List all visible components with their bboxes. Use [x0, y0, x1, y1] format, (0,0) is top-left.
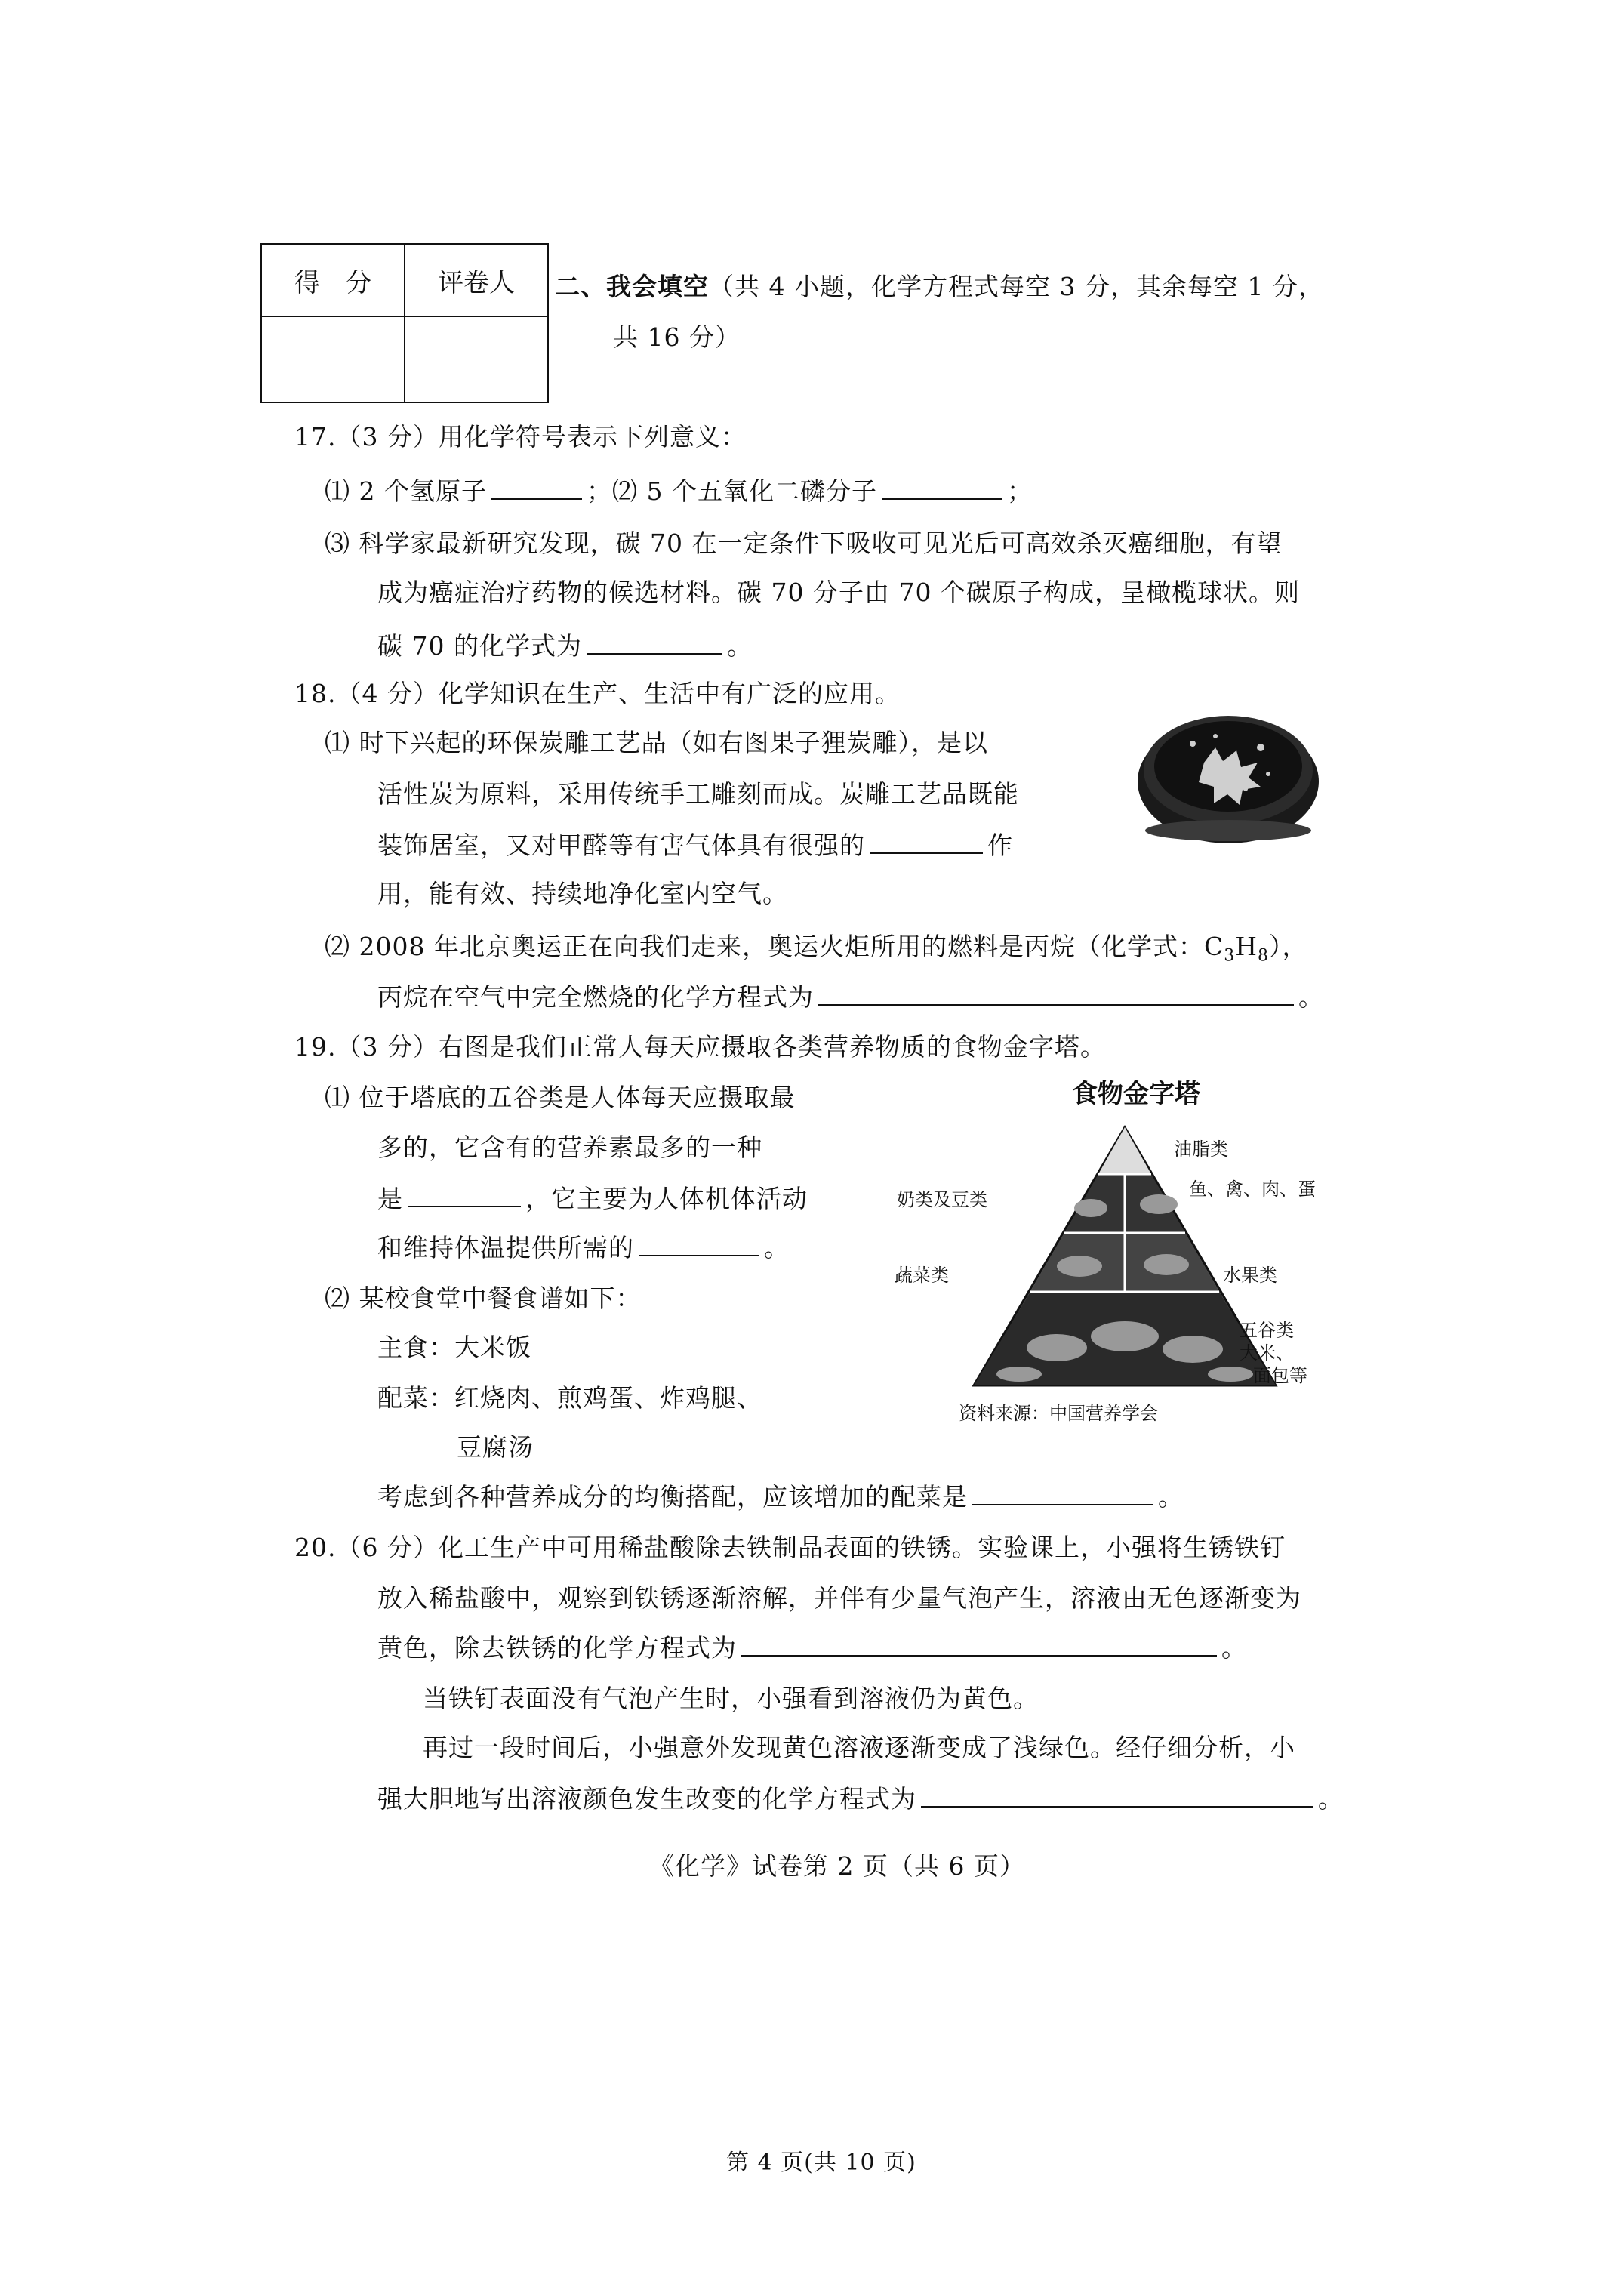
q19-part1-line1: ⑴ 位于塔底的五谷类是人体每天应摄取最 [325, 1083, 796, 1112]
label-grains-example-2: 面包等 [1253, 1365, 1307, 1386]
label-meat: 鱼、禽、肉、蛋 [1189, 1179, 1316, 1200]
q19-part2-line4: 豆腐汤 [457, 1432, 534, 1462]
pyramid-source: 资料来源：中国营养学会 [959, 1403, 1158, 1424]
answer-blank[interactable] [818, 980, 1294, 1006]
q19-part2-line3: 配菜：红烧肉、煎鸡蛋、炸鸡腿、 [377, 1383, 762, 1413]
q20-line3: 黄色，除去铁锈的化学方程式为 。 [377, 1631, 1247, 1665]
q19-part2-line5: 考虑到各种营养成分的均衡搭配，应该增加的配菜是 。 [377, 1480, 1184, 1514]
answer-blank[interactable] [587, 629, 722, 655]
exam-page-footer: 《化学》试卷第 2 页（共 6 页） [649, 1851, 1025, 1881]
q17-part3-line2: 成为癌症治疗药物的候选材料。碳 70 分子由 70 个碳原子构成，呈橄榄球状。则 [377, 578, 1300, 607]
q20-line6: 强大胆地写出溶液颜色发生改变的化学方程式为 。 [377, 1782, 1344, 1816]
q19-part2-line1: ⑵ 某校食堂中餐食谱如下： [325, 1284, 642, 1313]
q18-part2-line2: 丙烷在空气中完全燃烧的化学方程式为 。 [377, 980, 1324, 1014]
q19-part1-line2: 多的，它含有的营养素最多的一种 [377, 1133, 762, 1162]
section-header [555, 270, 1324, 304]
label-fruit: 水果类 [1223, 1265, 1277, 1286]
label-grains: 五谷类 [1240, 1320, 1294, 1341]
food-pyramid-figure [891, 1068, 1374, 1438]
q18-part1-line1: ⑴ 时下兴起的环保炭雕工艺品（如右图果子狸炭雕），是以 [325, 728, 988, 757]
q17-part3-line3: 碳 70 的化学式为 。 [377, 629, 753, 663]
section-desc-2: 共 16 分） [613, 322, 741, 352]
label-oil: 油脂类 [1174, 1139, 1228, 1160]
q20-line4: 当铁钉表面没有气泡产生时，小强看到溶液仍为黄色。 [423, 1684, 1039, 1713]
q18-part2-line1: ⑵ 2008 年北京奥运正在向我们走来，奥运火炬所用的燃料是丙烷（化学式：$C_3H_8$）， [325, 932, 1308, 966]
q18-part1-line3: 装饰居室，又对甲醛等有害气体具有很强的 作 [377, 828, 1013, 862]
document-page-footer: 第 4 页(共 10 页) [726, 2150, 916, 2176]
grader-cell[interactable] [405, 316, 548, 402]
q17-part3-line1: ⑶ 科学家最新研究发现，碳 70 在一定条件下吸收可见光后可高效杀灭癌细胞，有望 [325, 529, 1283, 558]
score-table [260, 243, 549, 403]
answer-blank[interactable] [921, 1782, 1313, 1808]
score-cell[interactable] [261, 316, 405, 402]
q19-stem: 19.（3 分）右图是我们正常人每天应摄取各类营养物质的食物金字塔。 [294, 1032, 1106, 1062]
q17-stem: 17.（3 分）用化学符号表示下列意义： [294, 422, 747, 451]
pyramid-title: 食物金字塔 [1072, 1079, 1200, 1109]
q19-part1-line4: 和维持体温提供所需的 。 [377, 1231, 790, 1265]
answer-blank[interactable] [972, 1480, 1153, 1505]
charcoal-carving-image [1132, 691, 1325, 853]
answer-blank[interactable] [870, 828, 983, 854]
label-grains-example-1: 大米、 [1240, 1342, 1294, 1364]
section-desc: （共 4 小题，化学方程式每空 3 分，其余每空 1 分， [709, 272, 1324, 301]
q17-part1: ⑴ 2 个氢原子 ；⑵ 5 个五氧化二磷分子 ； [325, 474, 1033, 508]
section-title: 二、我会填空 [555, 272, 709, 301]
q19-part2-line2: 主食：大米饭 [377, 1333, 531, 1362]
q19-part1-line3: 是 ，它主要为人体机体活动 [377, 1182, 808, 1216]
label-dairy: 奶类及豆类 [897, 1189, 987, 1210]
q20-line5: 再过一段时间后，小强意外发现黄色溶液逐渐变成了浅绿色。经仔细分析，小 [423, 1733, 1295, 1762]
answer-blank[interactable] [408, 1182, 521, 1207]
answer-blank[interactable] [491, 474, 582, 500]
q18-part1-line4: 用，能有效、持续地净化室内空气。 [377, 879, 788, 908]
q18-part1-line2: 活性炭为原料，采用传统手工雕刻而成。炭雕工艺品既能 [377, 779, 1019, 809]
label-vegetables: 蔬菜类 [895, 1265, 949, 1286]
answer-blank[interactable] [882, 474, 1002, 500]
score-header: 得 分 [261, 244, 405, 316]
q20-line1: 20.（6 分）化工生产中可用稀盐酸除去铁制品表面的铁锈。实验课上，小强将生锈铁钉 [294, 1533, 1286, 1562]
answer-blank[interactable] [741, 1631, 1217, 1657]
q20-line2: 放入稀盐酸中，观察到铁锈逐渐溶解，并伴有少量气泡产生，溶液由无色逐渐变为 [377, 1583, 1301, 1613]
answer-blank[interactable] [639, 1231, 759, 1256]
q18-stem: 18.（4 分）化学知识在生产、生活中有广泛的应用。 [294, 679, 901, 708]
grader-header: 评卷人 [405, 244, 548, 316]
pyramid-shape [974, 1127, 1276, 1385]
